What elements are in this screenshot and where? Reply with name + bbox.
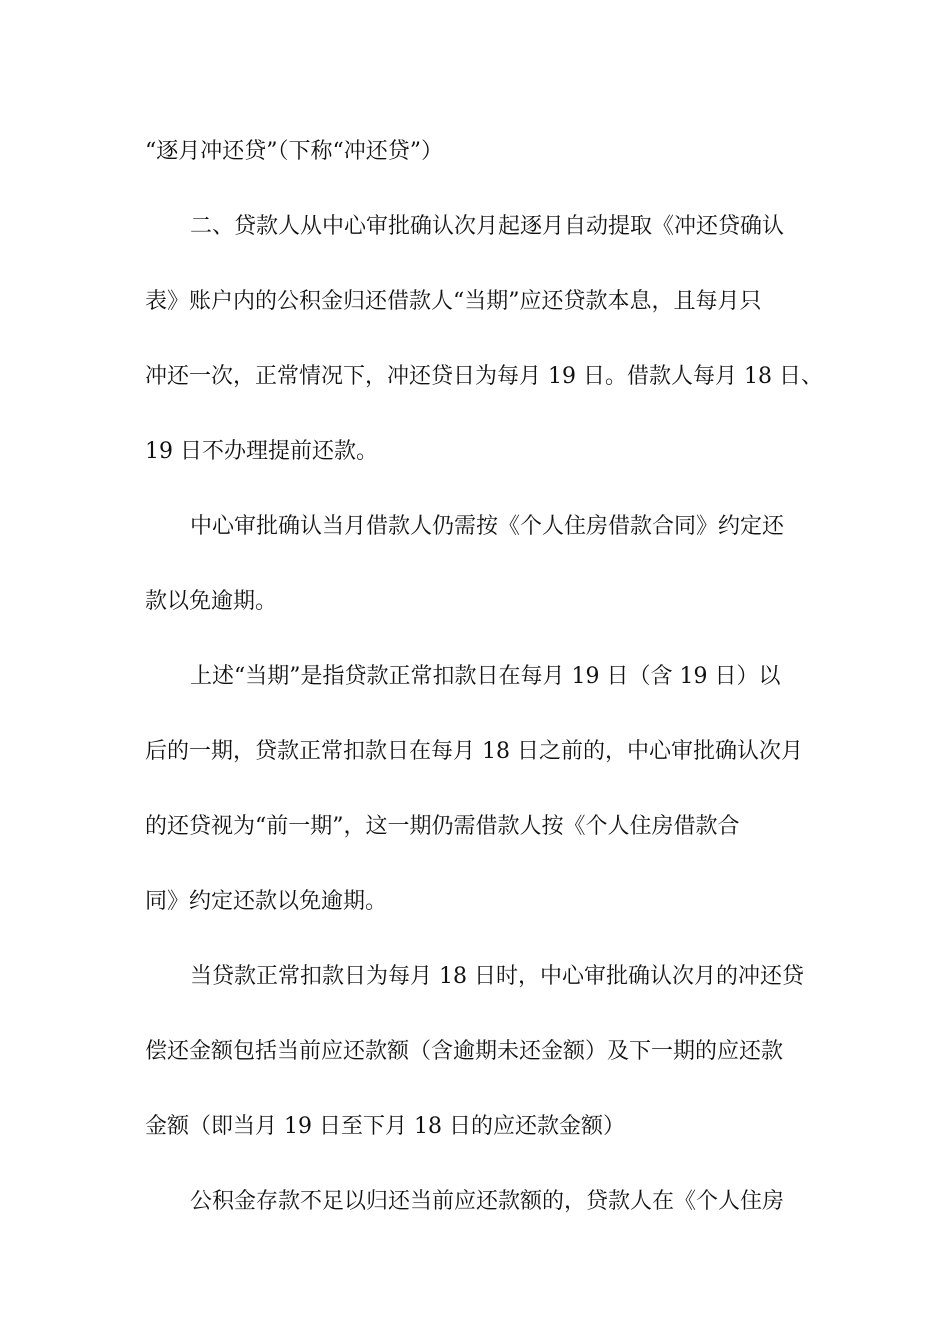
text-line: 偿还金额包括当前应还款额（含逾期未还金额）及下一期的应还款 <box>145 1039 784 1064</box>
text-line: 二、贷款人从中心审批确认次月起逐月自动提取《冲还贷确认 <box>190 214 785 239</box>
text-line: “逐月冲还贷”（下称“冲还贷”） <box>145 139 443 164</box>
text-line: 当贷款正常扣款日为每月 18 日时，中心审批确认次月的冲还贷 <box>190 964 804 989</box>
text-line: 后的一期，贷款正常扣款日在每月 18 日之前的，中心审批确认次月 <box>145 739 803 764</box>
text-line: 19 日不办理提前还款。 <box>145 439 378 464</box>
text-line: 表》账户内的公积金归还借款人“当期”应还贷款本息，且每月只 <box>145 289 762 314</box>
text-line: 款以免逾期。 <box>145 589 278 614</box>
text-line: 冲还一次，正常情况下，冲还贷日为每月 19 日。借款人每月 18 日、 <box>145 364 823 389</box>
text-line: 同》约定还款以免逾期。 <box>145 889 388 914</box>
text-line: 金额（即当月 19 日至下月 18 日的应还款金额） <box>145 1114 625 1139</box>
text-line: 公积金存款不足以归还当前应还款额的，贷款人在《个人住房 <box>190 1189 785 1214</box>
text-line: 上述“当期”是指贷款正常扣款日在每月 19 日（含 19 日）以 <box>190 664 781 689</box>
text-line: 的还贷视为“前一期”，这一期仍需借款人按《个人住房借款合 <box>145 814 740 839</box>
text-line: 中心审批确认当月借款人仍需按《个人住房借款合同》约定还 <box>190 514 785 539</box>
